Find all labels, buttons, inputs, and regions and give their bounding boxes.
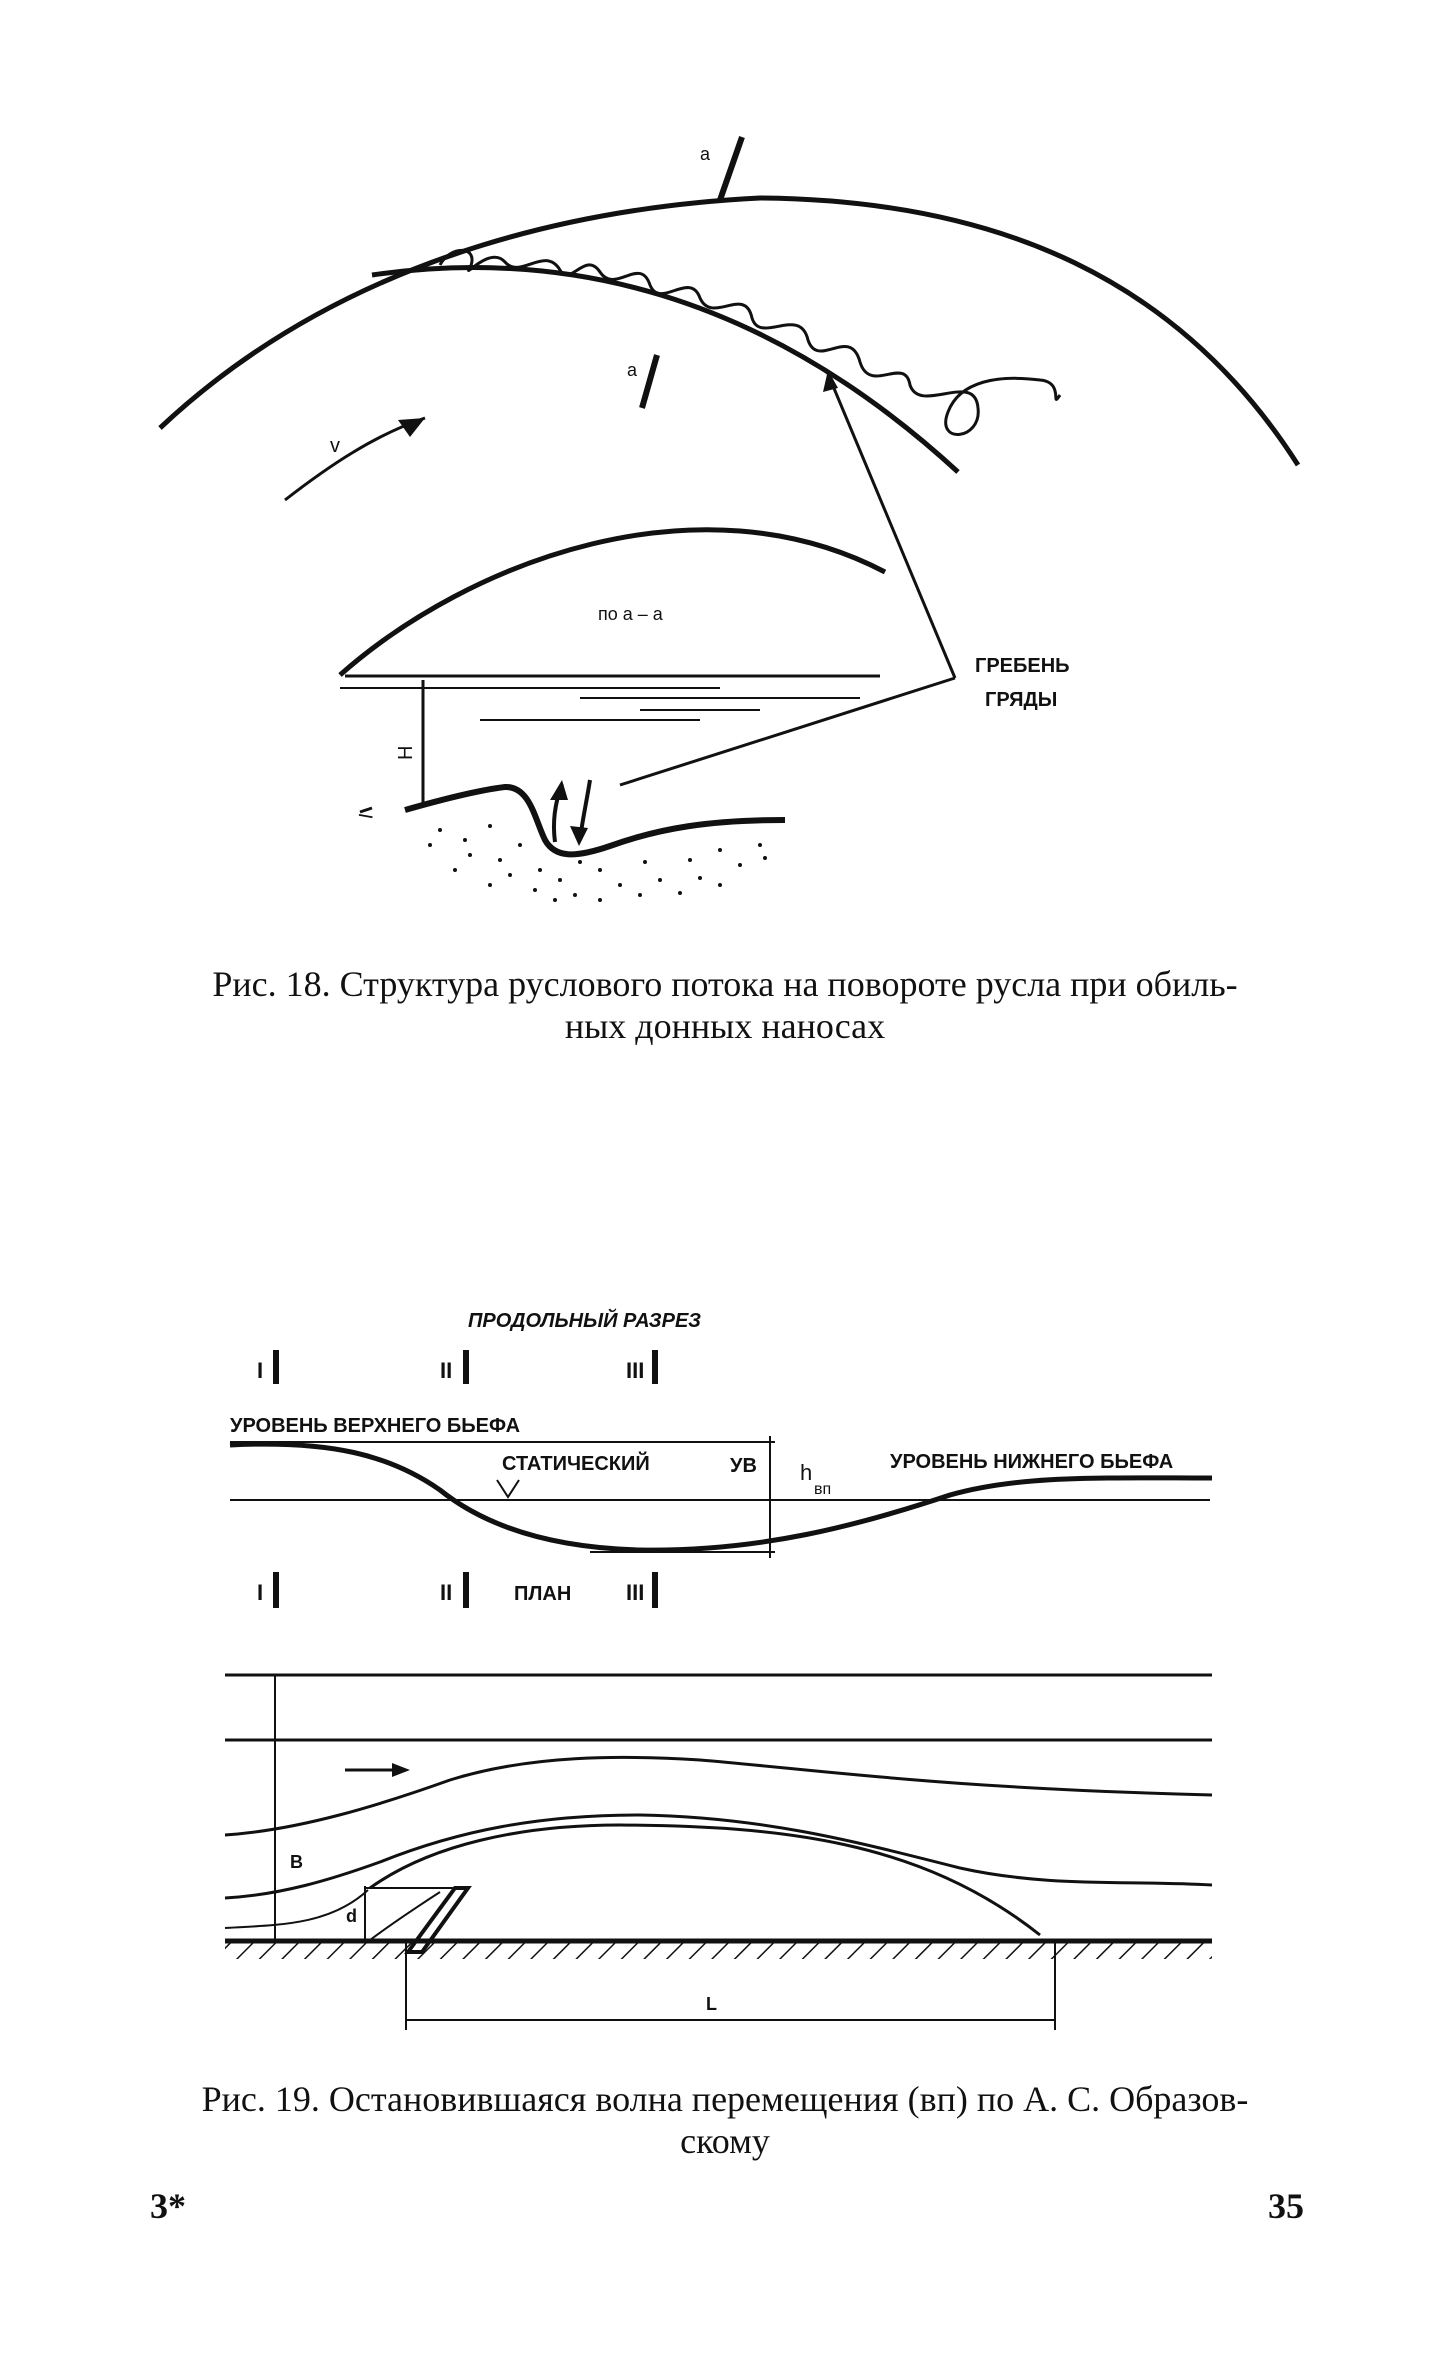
dune-bed-profile	[405, 787, 785, 854]
figure-19-caption-line2: скому	[680, 2121, 770, 2161]
label-v: v	[330, 435, 340, 457]
figure-19	[225, 1308, 1212, 2030]
velocity-arrow	[285, 418, 425, 500]
label-H: H	[395, 745, 417, 760]
crest-label-line2: ГРЯДЫ	[985, 689, 1058, 711]
section-bank-curve	[340, 530, 885, 675]
standing-wave-front	[370, 1825, 1040, 1935]
signature-mark: 3*	[150, 2186, 186, 2226]
section-marker-a-top	[720, 137, 742, 200]
upper-level-label: УРОВЕНЬ ВЕРХНЕГО БЬЕФА	[230, 1415, 521, 1437]
label-B: B	[290, 1852, 303, 1872]
downward-arrowhead	[570, 826, 588, 846]
longitudinal-section-title: ПРОДОЛЬНЫЙ РАЗРЕЗ	[468, 1310, 701, 1332]
h-subscript-label: вп	[814, 1481, 832, 1498]
uv-label: УВ	[730, 1455, 757, 1477]
flow-arrowhead	[392, 1763, 410, 1777]
static-level-marker	[497, 1480, 519, 1497]
crest-label-line1: ГРЕБЕНЬ	[975, 655, 1070, 677]
crest-leader-lower	[620, 678, 955, 785]
figure-19-caption	[130, 2078, 1320, 2162]
figure-19-caption-line1: Рис. 19. Остановившаяся волна перемещения (вп) по А. С. Образов-	[201, 2079, 1249, 2119]
label-I: I	[355, 811, 378, 821]
figure-18	[160, 137, 1298, 902]
bank-hatching	[225, 1941, 1212, 1959]
marker-II-top: II	[440, 1358, 453, 1383]
label-a-top: a	[700, 144, 711, 164]
marker-I-top: I	[257, 1358, 264, 1383]
secondary-vortex-spiral	[440, 250, 1060, 434]
page-number: 35	[1268, 2186, 1304, 2226]
label-a-mid: a	[627, 360, 638, 380]
section-label: по a – a	[598, 604, 663, 624]
marker-III-top: III	[626, 1358, 645, 1383]
label-L: L	[706, 1994, 717, 2014]
inner-flow-curve	[372, 268, 958, 472]
static-label: СТАТИЧЕСКИЙ	[502, 1453, 650, 1475]
marker-I-plan: I	[257, 1580, 264, 1605]
sediment-stipple	[428, 824, 767, 902]
upward-arrowhead	[550, 780, 568, 800]
figure-18-caption-line1: Рис. 18. Структура руслового потока на повороте русла при обиль-	[212, 964, 1238, 1004]
plan-label: ПЛАН	[514, 1583, 572, 1605]
marker-I-tick	[360, 808, 372, 812]
figure-18-caption	[130, 963, 1320, 1047]
label-d: d	[346, 1906, 357, 1926]
section-marker-a-mid	[642, 355, 657, 408]
h-label: h	[800, 1460, 813, 1485]
outer-bank-curve	[160, 198, 1298, 465]
marker-II-plan: II	[440, 1580, 453, 1605]
lower-level-label: УРОВЕНЬ НИЖНЕГО БЬЕФА	[890, 1451, 1174, 1473]
figure-18-caption-line2: ных донных наносах	[564, 1006, 886, 1046]
crest-leader-upper	[828, 374, 955, 678]
marker-III-plan: III	[626, 1580, 645, 1605]
